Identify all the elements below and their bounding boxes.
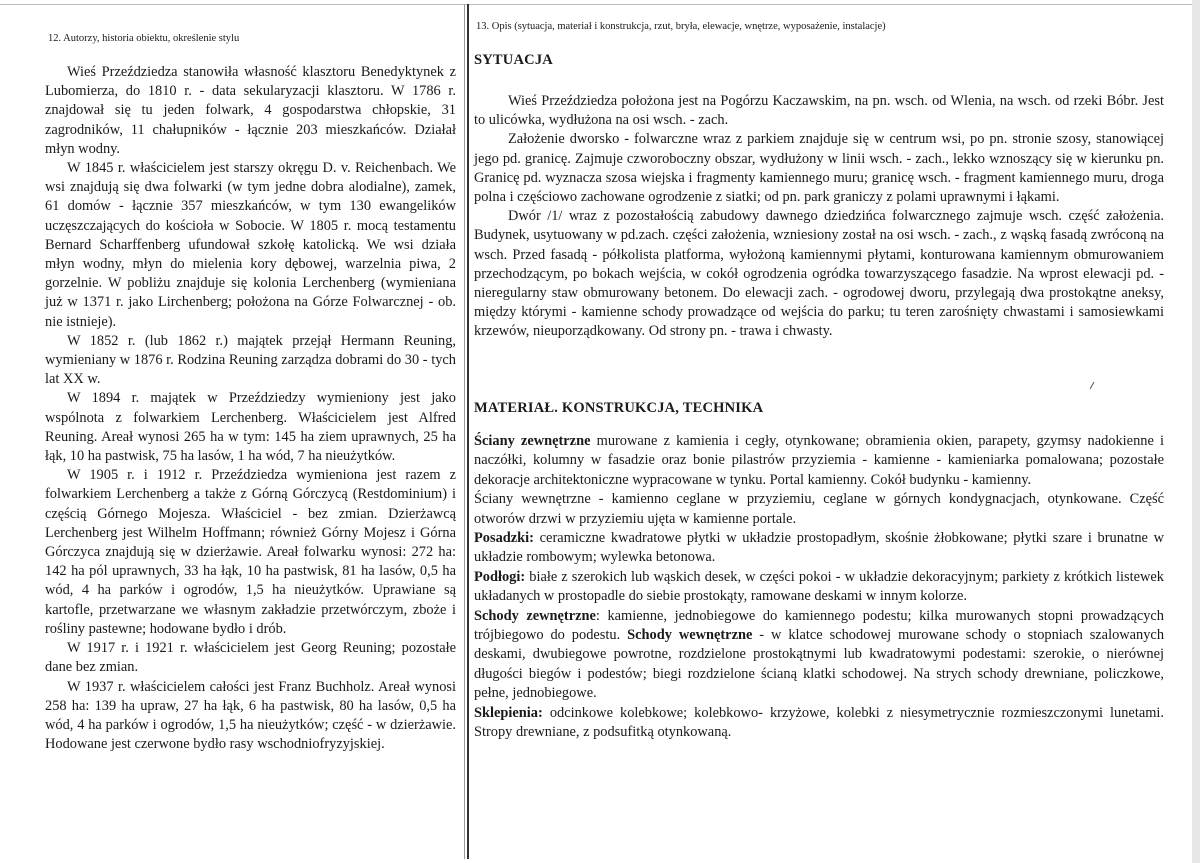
- spec-text: odcinkowe kolebkowe; kolebkowo- krzyżowe, kolebki z niesymetrycznie rozmieszczonymi lunetami. Stropy drewniane, z podsufitką otynkowaną.: [474, 704, 1164, 741]
- column-divider-shadow: [464, 4, 465, 859]
- spec-floors: [474, 529, 1164, 568]
- spec-term: Ściany zewnętrzne: [474, 433, 591, 449]
- material-specs: [474, 432, 1164, 743]
- description-header: 13. Opis (sytuacja, materiał i konstrukcja, rzut, bryła, elewacje, wnętrze, wyposażenie, instalacje): [476, 21, 886, 32]
- spec-text: : kamienne, jednobiegowe do kamiennego podestu; kilka murowanych stopni prowadzących trójbiegowo do podestu.: [474, 607, 1164, 644]
- spec-term: Posadzki:: [474, 530, 534, 547]
- spec-walls-exterior: [474, 432, 1164, 490]
- spec-boards: [474, 568, 1164, 607]
- situation-paragraph: Dwór /1/ wraz z pozostałością zabudowy dawnego dziedzińca folwarcznego zajmuje wsch. część założenia. Budynek, usytuowany w pd.zach. części założenia, wzniesiony został na osi wsch. - zach., z wąską fasadą zwróconą na wsch. Przed fasadą - półkolista platforma, wyłożoną kamiennymi płytami, konturowana kamiennym obmurowaniem przechodzącym, po bokach wejścia, w cokół ogrodzenia ogródka towarzyszącego fasadzie. Na wprost elewacji pd. - nieregularny staw obmurowany betonem. Do elewacji zach. - ogrodowej dworu, przylegają dwa prostokątne aneksy, między którymi - kamienne schody prowadzące od wejścia do parku; tu teren zarośnięty chwastami i samosiewkami krzewów, nieuporządkowany. Od strony pn. - trawa i chwasty.: [474, 208, 1164, 340]
- spec-vaults: [474, 704, 1164, 743]
- situation-body: [474, 92, 1164, 342]
- pencil-mark: [1090, 382, 1095, 389]
- spec-text: murowane z kamienia i cegły, otynkowane; obramienia okien, parapety, gzymsy nadokienne i naczółki, kolumny w fasadzie oraz bonie pilastrów przyziemia - kamienne - kamieniarka pomalowana; pozostałe dekoracje architektoniczne wypracowane w tynku. Portal kamienny. Cokół budynku - kamienny.: [474, 433, 1164, 488]
- spec-term: Podłogi:: [474, 568, 526, 585]
- spec-term: Sklepienia:: [474, 704, 543, 721]
- history-paragraph: W 1905 r. i 1912 r. Przeździedza wymieniona jest razem z folwarkiem Lerchenberg a także z Górną Górczycą (Restdominium) i częścią Górnego Mojesza. Właściciel - bez zmian. Dzierżawcą Lerchenberg jest Wilhelm Hoffmann; również Górny Mojesz i Górna Górczyca znajdują się w dzierżawie. Areał folwarku wynosi: 272 ha: 142 ha pól uprawnych, 33 ha łąk, 10 ha pastwisk, 81 ha lasów, 0,5 ha wód, 4 ha parków i ogrodów, 1,5 ha nieużytków. Uprawiane są kartofle, przetwarzane we własnym zakładzie przetwórczym, zboże i rośliny pastewne; hodowane bydło i drób.: [45, 467, 456, 637]
- history-paragraph: W 1917 r. i 1921 r. właścicielem jest Georg Reuning; pozostałe dane bez zmian.: [45, 640, 456, 676]
- history-body: [45, 63, 456, 754]
- history-paragraph: W 1845 r. właścicielem jest starszy okręgu D. v. Reichenbach. We wsi znajdują się dwa folwarki (w tym jedne dobra alodialne), zamek, 61 domów - łącznie 357 mieszkańców, w tym 130 ewangelików uczęszczających do kościoła w Sobocie. W 1805 r. mocą testamentu Bernard Scharffenberg ufundował szkołę katolicką. We wsi działa młyn wodny, młyn do mielenia kory dębowej, warzelnia piwa, 2 gorzelnie. W pobliżu znajduje się kolonia Lerchenberg (wymieniana już w 1371 r. jako Lirchenberg; położona na Górze Folwarcznej - ob. nie istnieje).: [45, 160, 456, 330]
- spec-text: - w klatce schodowej murowane schody o stopniach szalowanych deskami, dwubiegowe powrotne, rozdzielone prostokątnymi lub kwadratowymi podestami: szerokie, o nierównej długości biegów i podestów; biegi rozdzielone ścianą klatki schodowej. Na strych schody drewniane, policzkowe, pełne, jednobiegowe.: [474, 627, 1165, 702]
- column-divider: [467, 4, 469, 859]
- situation-paragraph: Wieś Przeździedza położona jest na Pogórzu Kaczawskim, na pn. wsch. od Wlenia, na wsch. od rzeki Bóbr. Jest to ulicówka, wydłużona na osi wsch. - zach.: [474, 93, 1164, 129]
- history-paragraph: W 1894 r. majątek w Przeździedzy wymieniony jest jako wspólnota z folwarkiem Lerchenberg. Właścicielem jest Alfred Reuning. Areał wynosi 265 ha w tym: 145 ha ziem uprawnych, 25 ha łąk, 10 ha pastwisk, 75 ha lasów, 1 ha wód, 7 ha nieużytków.: [45, 390, 456, 465]
- spec-walls-interior: [474, 490, 1164, 529]
- section-title-situation: SYTUACJA: [474, 52, 553, 68]
- page-frame-top: [0, 4, 1200, 5]
- spec-stairs: [474, 607, 1164, 704]
- page-frame-right: [1192, 0, 1200, 863]
- spec-term: Schody zewnętrzne: [474, 607, 596, 624]
- spec-text: ceramiczne kwadratowe płytki w układzie prostopadłym, skośnie żłobkowane; płytki szare i brunatne w układzie rombowym; wylewka betonowa.: [474, 530, 1164, 566]
- spec-text: białe z szerokich lub wąskich desek, w części pokoi - w układzie dekoracyjnym; parkiety z krótkich listewek układanych w prostopadle do siebie prostokąty, ramowane deskami w innym kolorze.: [474, 568, 1164, 605]
- section-title-material: MATERIAŁ. KONSTRUKCJA, TECHNIKA: [474, 400, 764, 416]
- history-paragraph: W 1937 r. właścicielem całości jest Franz Buchholz. Areał wynosi 258 ha: 139 ha upraw, 27 ha łąk, 6 ha pastwisk, 80 ha lasów, 0,5 ha wód, 4 ha parków i ogrodów, 1,5 ha nieużytków; część - w dzierżawie. Hodowane jest czerwone bydło rasy wschodniofryzyjskiej.: [45, 678, 456, 753]
- spec-text: Ściany wewnętrzne - kamienno ceglane w przyziemiu, ceglane w górnych kondygnacjach, otynkowane. Część otworów drzwi w przyziemiu ujęta w kamienne portale.: [474, 491, 1164, 527]
- history-header: 12. Autorzy, historia obiektu, określenie stylu: [48, 33, 240, 44]
- history-paragraph: W 1852 r. (lub 1862 r.) majątek przejął Hermann Reuning, wymieniany w 1876 r. Rodzina Reuning zarządza dobrami do 30 - tych lat XX w.: [45, 332, 456, 388]
- spec-term: Schody wewnętrzne: [627, 627, 753, 644]
- situation-paragraph: Założenie dworsko - folwarczne wraz z parkiem znajduje się w centrum wsi, po pn. stronie szosy, stanowiącej jego pd. granicę. Zajmuje czworoboczny obszar, wydłużony w linii wsch. - zach., lekko wznoszący się w kierunku pn. Granicę pd. wyznacza szosa wiejska i fragmenty kamiennego muru; granicę wsch. - fragment kamiennego muru, droga polna i częściowo zachowane ogrodzenie z siatki; od pn. park graniczy z polami uprawnymi i łąkami.: [474, 131, 1164, 206]
- history-paragraph: Wieś Przeździedza stanowiła własność klasztoru Benedyktynek z Lubomierza, do 1810 r. - data sekularyzacji klasztoru. W 1786 r. znajdował się tu jeden folwark, 4 gospodarstwa chłopskie, 31 zagrodników, 11 chałupników - łącznie 203 mieszkańców. Działał młyn wodny.: [45, 64, 456, 157]
